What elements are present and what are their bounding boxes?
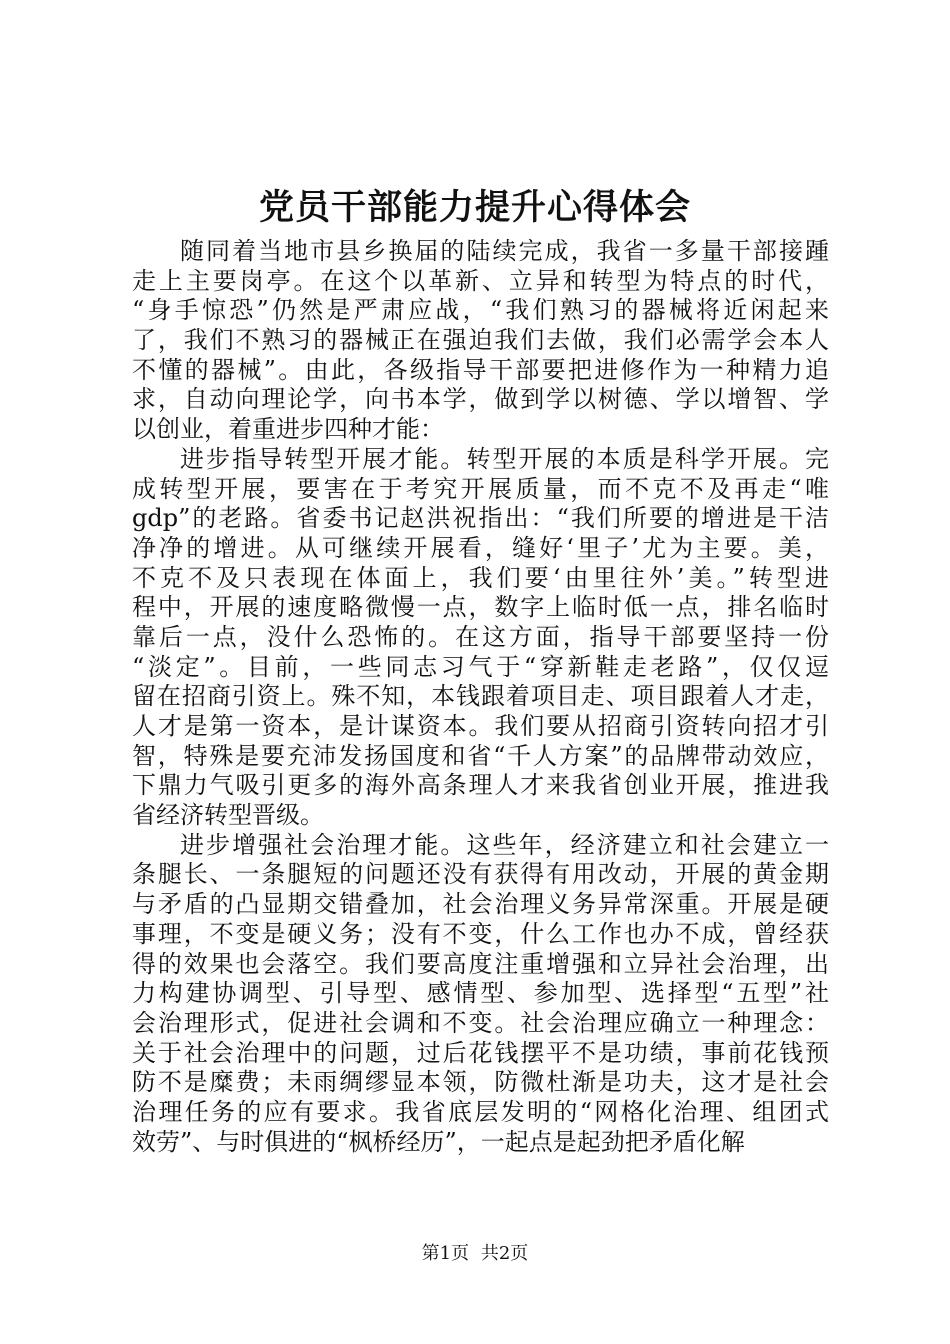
text-line: 关于社会治理中的问题，过后花钱摆平不是功绩，事前花钱预 xyxy=(132,1038,829,1067)
page-total: 共2页 xyxy=(480,1243,529,1264)
page-footer xyxy=(0,1242,950,1266)
text-line: 不克不及只表现在体面上，我们要‘由里往外’美。”转型进 xyxy=(132,563,829,592)
document-body xyxy=(132,237,829,1157)
text-line: 了，我们不熟习的器械正在强迫我们去做，我们必需学会本人 xyxy=(132,326,829,355)
text-line: “淡定”。目前，一些同志习气于“穿新鞋走老路”，仅仅逗 xyxy=(132,652,829,681)
text-line: 会治理形式，促进社会调和不变。社会治理应确立一种理念： xyxy=(132,1008,829,1037)
paragraph-1 xyxy=(132,237,829,445)
text-line: 得的效果也会落空。我们要高度注重增强和立异社会治理，出 xyxy=(132,949,829,978)
page-number: 第1页 xyxy=(421,1243,470,1264)
text-line: 靠后一点，没什么恐怖的。在这方面，指导干部要坚持一份 xyxy=(132,622,829,651)
text-line: 事理，不变是硬义务；没有不变，什么工作也办不成，曾经获 xyxy=(132,919,829,948)
text-line: 程中，开展的速度略微慢一点，数字上临时低一点，排名临时 xyxy=(132,593,829,622)
text-line: 留在招商引资上。殊不知，本钱跟着项目走、项目跟着人才走， xyxy=(132,682,829,711)
text-line: 进步增强社会治理才能。这些年，经济建立和社会建立一 xyxy=(180,830,829,859)
text-line: 进步指导转型开展才能。转型开展的本质是科学开展。完 xyxy=(180,444,829,473)
text-line: 防不是糜费；未雨绸缪显本领，防微杜渐是功夫，这才是社会 xyxy=(132,1068,829,1097)
text-line: 成转型开展，要害在于考究开展质量，而不克不及再走“唯 xyxy=(132,474,829,503)
text-line: 省经济转型晋级。 xyxy=(132,801,324,830)
text-line: 条腿长、一条腿短的问题还没有获得有用改动，开展的黄金期 xyxy=(132,860,829,889)
text-line: “身手惊恐”仍然是严肃应战，“我们熟习的器械将近闲起来 xyxy=(132,296,829,325)
text-line: 力构建协调型、引导型、感情型、参加型、选择型“五型”社 xyxy=(132,979,829,1008)
text-line: 净净的增进。从可继续开展看，缝好‘里子’尤为主要。美， xyxy=(132,533,829,562)
text-line: 与矛盾的凸显期交错叠加，社会治理义务异常深重。开展是硬 xyxy=(132,890,829,919)
text-line: 求，自动向理论学，向书本学，做到学以树德、学以增智、学 xyxy=(132,385,829,414)
paragraph-2 xyxy=(132,445,829,831)
text-line: 走上主要岗亭。在这个以革新、立异和转型为特点的时代， xyxy=(132,266,829,295)
text-line: 下鼎力气吸引更多的海外高条理人才来我省创业开展，推进我 xyxy=(132,771,829,800)
document-title: 党员干部能力提升心得体会 xyxy=(258,187,691,228)
paragraph-3 xyxy=(132,831,829,1158)
text-line: gdp”的老路。省委书记赵洪祝指出：“我们所要的增进是干洁 xyxy=(132,504,829,533)
text-line: 随同着当地市县乡换届的陆续完成，我省一多量干部接踵 xyxy=(180,237,829,265)
text-line: 不懂的器械”。由此，各级指导干部要把进修作为一种精力追 xyxy=(132,355,829,384)
text-line: 人才是第一资本，是计谋资本。我们要从招商引资转向招才引 xyxy=(132,712,829,740)
text-line: 以创业，着重进步四种才能： xyxy=(132,415,444,444)
text-line: 治理任务的应有要求。我省底层发明的“网格化治理、组团式 xyxy=(132,1097,829,1126)
text-line: 效劳”、与时俱进的“枫桥经历”，一起点是起劲把矛盾化解 xyxy=(132,1127,745,1156)
text-line: 智，特殊是要充沛发扬国度和省“千人方案”的品牌带动效应， xyxy=(132,741,829,770)
